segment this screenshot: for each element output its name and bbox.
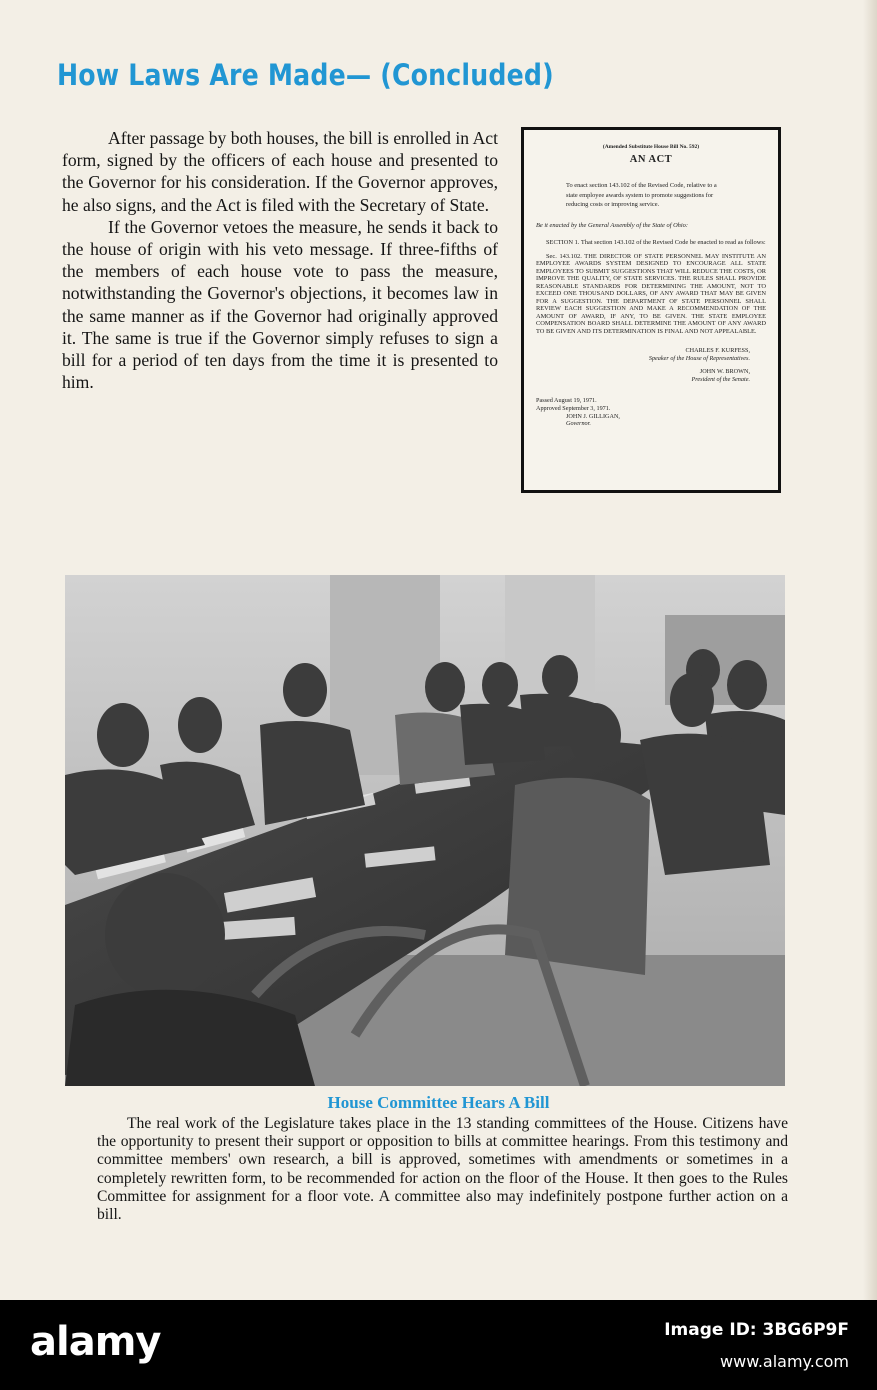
alamy-logo: alamy <box>30 1319 161 1365</box>
caption-paragraph: The real work of the Legislature takes place in the 13 standing committees of the House. Citizens have the opportunity to present their support or opposition to bills at committee hearings. From this testimony and committee members' own research, a bill is approved, sometimes with amendments or sometimes in a completely rewritten form, to be recommended for action on the floor of the House. It then goes to the Rules Committee for assignment for a floor vote. A committee also may indefinitely postpone further action on a bill. <box>97 1115 788 1224</box>
body-text <box>62 127 498 393</box>
passed-date: Passed August 19, 1971. <box>536 397 597 405</box>
committee-photo <box>65 575 785 1086</box>
governor-name: JOHN J. GILLIGAN, <box>566 413 620 421</box>
act-document-image <box>521 127 781 493</box>
president-name: JOHN W. BROWN, <box>699 368 750 376</box>
paragraph-veto: If the Governor vetoes the measure, he sends it back to the house of origin with his veto message. If three-fifths of the members of each house vote to pass the measure, notwithstanding the Governor's objections, it becomes law in the same manner as if the Governor had originally approved it. The same is true if the Governor simply refuses to sign a bill for a period of ten days from the time it is presented to him. <box>62 216 498 393</box>
act-purpose: To enact section 143.102 of the Revised Code, relative to a state employee awards system to promote suggestions for reducing costs or improving service. <box>566 182 717 209</box>
act-enacting-clause: Be it enacted by the General Assembly of the State of Ohio: <box>536 221 688 229</box>
act-bill-number: (Amended Substitute House Bill No. 592) <box>602 144 700 150</box>
act-president-signature <box>536 368 750 383</box>
speaker-name: CHARLES F. KURFESS, <box>685 347 750 355</box>
act-heading: AN ACT <box>629 154 673 165</box>
website-url: www.alamy.com <box>720 1352 849 1371</box>
act-text: Sec. 143.102. THE DIRECTOR OF STATE PERSONNEL MAY INSTITUTE AN EMPLOYEE AWARDS SYSTEM DESIGNED TO ENCOURAGE ALL STATE EMPLOYEES TO SUBMIT SUGGESTIONS THAT WILL REDUCE THE COSTS, OR IMPROVE THE QUALITY, OF STATE SERVICES. THE RULES SHALL PROVIDE REASONABLE STANDARDS FOR DETERMINING THE AMOUNT, NOT TO EXCEED ONE THOUSAND DOLLARS, OF ANY AWARD THAT MAY BE GIVEN FOR A SUGGESTION. THE DEPARTMENT OF STATE PERSONNEL SHALL REVIEW EACH SUGGESTION AND MAKE A RECOMMENDATION OF THE AMOUNT OF AWARD, IF ANY, TO BE GIVEN. THE STATE EMPLOYEE COMPENSATION BOARD SHALL DETERMINE THE AMOUNT OF ANY AWARD TO BE GIVEN AND ITS DETERMINATION IS FINAL AND NOT APPEALABLE. <box>536 252 766 335</box>
act-section: SECTION 1. That section 143.102 of the Revised Code be enacted to read as follows: <box>546 238 766 246</box>
photo-caption-title: House Committee Hears A Bill <box>327 1093 550 1112</box>
photo-caption-text <box>97 1115 788 1224</box>
president-role: President of the Senate. <box>691 375 750 383</box>
act-speaker-signature <box>536 347 750 362</box>
act-dates <box>536 397 766 413</box>
paragraph-enrollment: After passage by both houses, the bill is enrolled in Act form, signed by the officers of each house and presented to the Governor for his consideration. If the Governor approves, he also signs, and the Act is filed with the Secretary of State. <box>62 128 498 215</box>
act-governor-signature <box>566 413 766 427</box>
speaker-role: Speaker of the House of Representatives. <box>648 354 750 362</box>
image-id-label: Image ID: 3BG6P9F <box>664 1320 849 1340</box>
governor-role: Governor. <box>566 420 591 428</box>
approved-date: Approved September 3, 1971. <box>536 405 611 413</box>
page-title: How Laws Are Made— (Concluded) <box>57 58 554 92</box>
